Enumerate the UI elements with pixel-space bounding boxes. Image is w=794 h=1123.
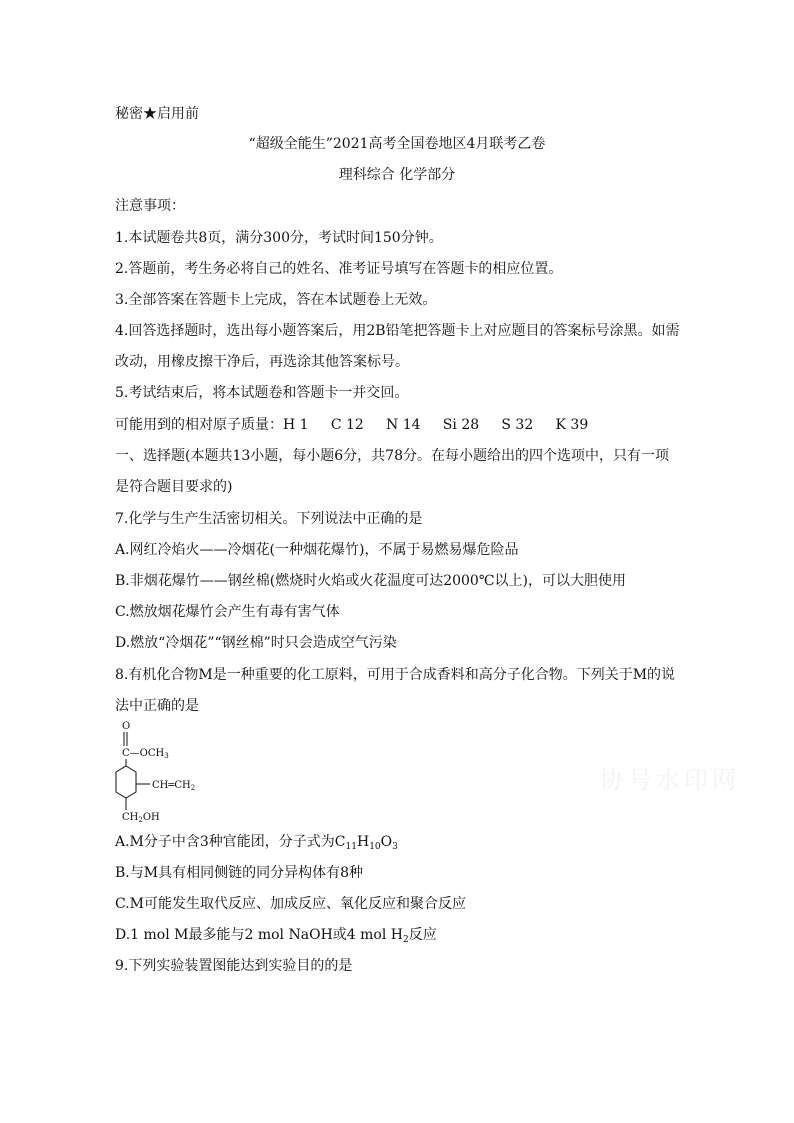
q7-option-b: B.非烟花爆竹——钢丝棉(燃烧时火焰或火花温度可达2000℃以上)，可以大胆使用 — [115, 573, 626, 589]
q7-stem: 7.化学与生产生活密切相关。下列说法中正确的是 — [115, 511, 423, 527]
q7-option-a: A.网红冷焰火——冷烟花(一种烟花爆竹)，不属于易燃易爆危险品 — [115, 542, 519, 558]
mol-oxygen-label: O — [122, 721, 131, 732]
q7-option-d: D.燃放“冷烟花”“钢丝棉”时只会造成空气污染 — [115, 635, 397, 651]
q7-option-c: C.燃放烟花爆竹会产生有毒有害气体 — [115, 604, 340, 620]
q8-option-d: D.1 mol M最多能与2 mol NaOH或4 mol $H_2$反应 — [115, 927, 437, 945]
notice-item: 2.答题前，考生务必将自己的姓名、准考证号填写在答题卡的相应位置。 — [115, 261, 563, 277]
section-heading: 一、选择题(本题共13小题，每小题6分，共78分。在每小题给出的四个选项中，只有一项 — [115, 448, 669, 464]
exam-title: “超级全能生”2021高考全国卷地区4月联考乙卷 — [248, 136, 546, 152]
mol-ester-label: $C—OCH_3$ — [122, 748, 169, 760]
notice-item: 改动，用橡皮擦干净后，再选涂其他答案标号。 — [115, 354, 409, 370]
mol-vinyl-label: $CH═CH_2$ — [152, 780, 196, 792]
q8-option-a: A.M分子中含3种官能团，分子式为$C_{11}H_{10}O_3$ — [115, 834, 398, 852]
mol-alcohol-label: $CH_2OH$ — [122, 812, 160, 824]
molecule-structure-diagram — [112, 720, 242, 824]
q9-stem: 9.下列实验装置图能达到实验目的的是 — [115, 958, 353, 974]
q8-stem-cont: 法中正确的是 — [115, 698, 199, 714]
q8-option-b: B.与M具有相同侧链的同分异构体有8种 — [115, 865, 363, 881]
mol-benzene-ring — [116, 766, 136, 798]
notice-item: 4.回答选择题时，选出每小题答案后，用2B铅笔把答题卡上对应题目的答案标号涂黑。如需 — [115, 323, 680, 339]
atomic-mass-line: 可能用到的相对原子质量：H 1 C 12 N 14 Si 28 S 32 K 39 — [115, 417, 589, 433]
exam-subtitle: 理科综合 化学部分 — [338, 167, 456, 183]
notice-item: 3.全部答案在答题卡上完成，答在本试题卷上无效。 — [115, 292, 437, 308]
q8-stem: 8.有机化合物M是一种重要的化工原料，可用于合成香料和高分子化合物。下列关于M的说 — [115, 667, 676, 683]
secret-label: 秘密★启用前 — [115, 106, 199, 122]
watermark: 协号水印网 — [600, 766, 740, 794]
notice-item: 5.考试结束后，将本试题卷和答题卡一并交回。 — [115, 385, 409, 401]
notice-item: 1.本试题卷共8页，满分300分，考试时间150分钟。 — [115, 230, 443, 246]
q8-option-c: C.M可能发生取代反应、加成反应、氧化反应和聚合反应 — [115, 896, 466, 912]
notice-heading: 注意事项： — [115, 198, 185, 214]
section-heading-cont: 是符合题目要求的) — [115, 479, 233, 495]
